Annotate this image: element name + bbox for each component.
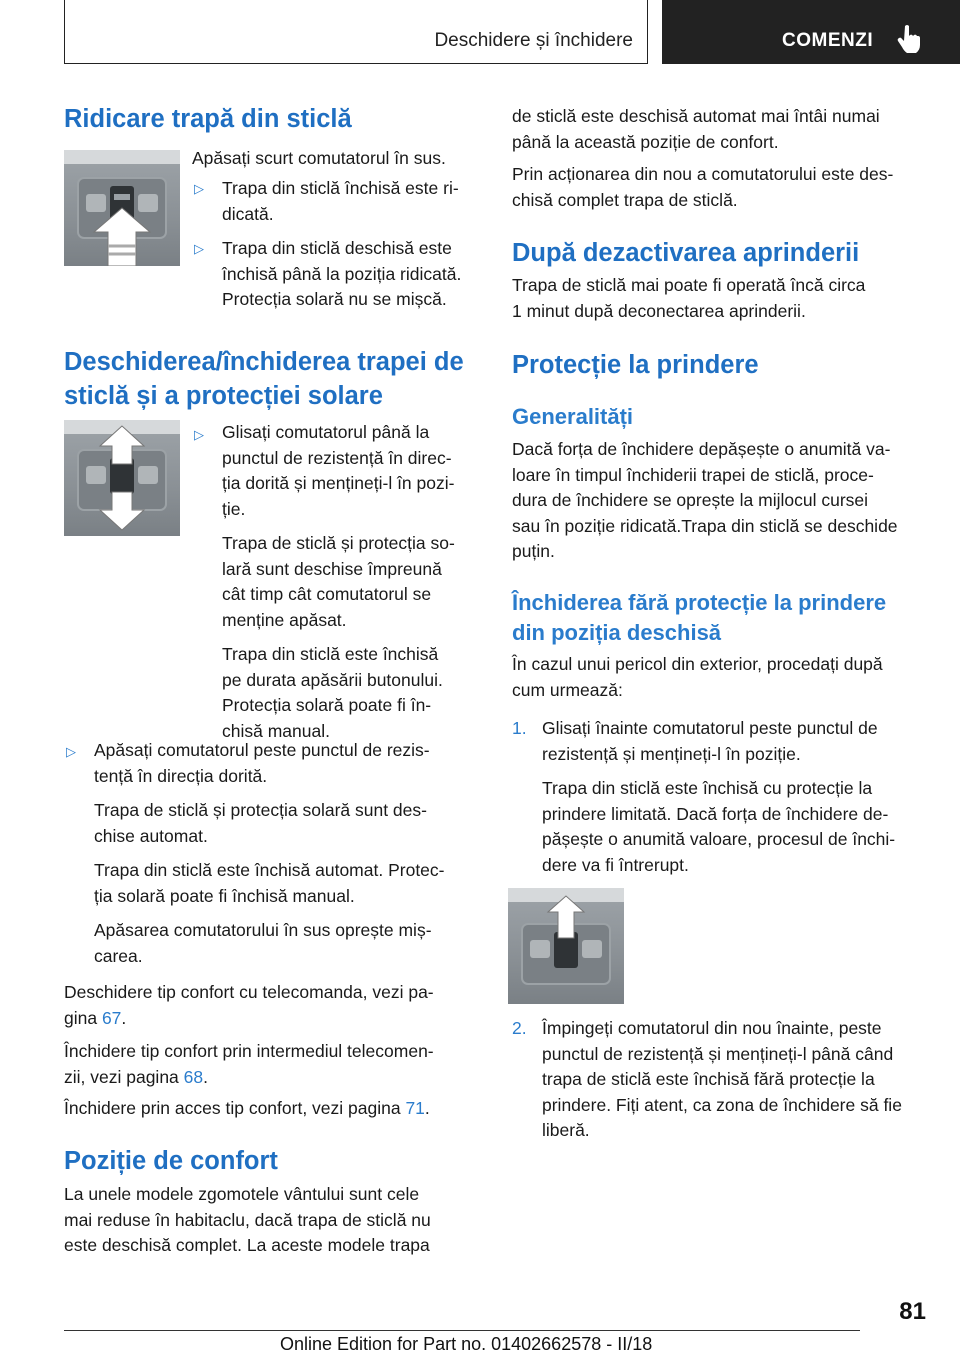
text-line: punctul de rezistență și mențineți-l până când xyxy=(542,1043,894,1064)
text-line: ție. xyxy=(222,498,246,519)
text-line: Glisați înainte comutatorul peste punctul de xyxy=(542,718,878,738)
text-line: Închidere tip confort prin intermediul telecomen- xyxy=(64,1041,434,1061)
text-line: dicată. xyxy=(222,203,274,224)
text-line: Împingeți comutatorul din nou înainte, peste xyxy=(542,1018,882,1038)
text-fragment: zii, vezi pagina xyxy=(64,1066,184,1087)
text-line: până la această poziție de confort. xyxy=(512,131,779,152)
text-line: ția solară poate fi închisă manual. xyxy=(94,885,355,906)
triangle-bullet-icon: ▷ xyxy=(194,181,204,196)
text-fragment: . xyxy=(424,1098,430,1118)
text-fragment: . xyxy=(121,1007,127,1028)
switch-illustration-forward xyxy=(508,888,624,1004)
text-line: mai reduse în habitaclu, dacă trapa de sticlă nu xyxy=(64,1209,431,1230)
sunroof-switch-updown-icon xyxy=(64,420,180,536)
text-line: Prin acționarea din nou a comutatorului este des- xyxy=(512,164,894,184)
bullet-closed-raised xyxy=(222,176,459,227)
paragraph-general xyxy=(512,437,898,565)
text-press-briefly: Apăsați scurt comutatorul în sus. xyxy=(192,148,446,168)
spacer xyxy=(94,909,445,918)
reference-remote-close xyxy=(64,1039,434,1090)
text-line: Trapa de sticlă și protecția so- xyxy=(222,533,455,553)
text-line: La unele modele zgomotele vântului sunt cele xyxy=(64,1184,420,1204)
bullet-press-over-point xyxy=(94,738,445,969)
triangle-bullet-icon: ▷ xyxy=(194,241,204,256)
text-line: chisă manual. xyxy=(222,720,330,741)
heading-deschidere-inchidere xyxy=(64,345,464,413)
header-section-box xyxy=(64,0,648,64)
text-line: cum urmează: xyxy=(512,679,623,700)
paragraph-danger-outside xyxy=(512,652,883,703)
spacer xyxy=(222,522,455,531)
text-line: Trapa din sticlă este închisă cu protecție la xyxy=(542,778,873,798)
text-line: carea. xyxy=(94,945,143,966)
text-line: 1 minut după deconectarea aprinderii. xyxy=(512,300,806,321)
heading-ridicare-trapa: Ridicare trapă din sticlă xyxy=(64,105,352,133)
header-chapter-title: COMENZI xyxy=(782,30,874,51)
text-line: loare în timpul închiderii trapei de sticlă, proce- xyxy=(512,464,874,485)
text-line: puțin. xyxy=(512,541,555,561)
text-line: Trapa din sticlă închisă este ri- xyxy=(222,178,459,198)
text-line: Glisați comutatorul până la xyxy=(222,422,430,442)
text-line: pe durata apăsării butonului. xyxy=(222,669,443,690)
heading-protectie-prindere: Protecție la prindere xyxy=(512,351,759,379)
text-line: pășește o anumită valoare, procesul de închi- xyxy=(542,829,896,849)
text-line: punctul de rezistență în direc- xyxy=(222,447,452,468)
step-number-2: 2. xyxy=(512,1018,527,1038)
text-line: dura de închidere se oprește la mijlocul cursei xyxy=(512,490,869,510)
heading-generalitati: Generalități xyxy=(512,404,634,429)
text-line: Trapa din sticlă deschisă este xyxy=(222,238,452,258)
triangle-bullet-icon: ▷ xyxy=(194,427,204,442)
text-fragment: . xyxy=(203,1066,208,1087)
step-1-text xyxy=(542,716,895,878)
text-line: închisă până la poziția ridicată. xyxy=(222,263,462,284)
switch-illustration-up xyxy=(64,150,180,266)
text-line: chise automat. xyxy=(94,825,208,846)
text-line: menține apăsat. xyxy=(222,609,347,630)
sunroof-switch-forward-icon xyxy=(508,888,624,1004)
triangle-bullet-icon: ▷ xyxy=(66,744,76,759)
text-line: Apăsați comutatorul peste punctul de rezis- xyxy=(94,740,430,760)
text-fragment: gina xyxy=(64,1007,102,1028)
text-line: este deschisă complet. La aceste modele trapa xyxy=(64,1235,430,1255)
text-line: Trapa din sticlă este închisă automat. Protec- xyxy=(94,860,445,880)
page-link-67[interactable]: 67 xyxy=(101,1007,122,1028)
step-2-text xyxy=(542,1016,902,1144)
text-line xyxy=(64,1065,434,1091)
heading-pozitie-confort: Poziție de confort xyxy=(64,1147,278,1175)
text-line: Trapa din sticlă este închisă xyxy=(222,644,439,664)
text-line: Dacă forța de închidere depășește o anumită va- xyxy=(512,439,891,459)
text-line: de sticlă este deschisă automat mai întâi numai xyxy=(512,106,880,126)
bullet-open-closed xyxy=(222,236,461,313)
header-section-title: Deschidere și închidere xyxy=(434,30,633,51)
text-line: chisă complet trapa de sticlă. xyxy=(512,189,738,210)
heading-line: Deschiderea/închiderea trapei de xyxy=(64,348,464,376)
paragraph-comfort-continued xyxy=(512,104,880,155)
step-number-1: 1. xyxy=(512,718,527,738)
text-line: dere va fi întrerupt. xyxy=(542,854,689,875)
text-line: Apăsarea comutatorului în sus oprește miș- xyxy=(94,920,432,940)
text-line: tență în direcția dorită. xyxy=(94,765,268,786)
heading-line: sticlă și a protecției solare xyxy=(64,382,383,410)
text-fragment: Închidere prin acces tip confort, vezi pagina xyxy=(64,1098,406,1118)
text-line: cât timp cât comutatorul se xyxy=(222,584,432,604)
footer-divider xyxy=(64,1330,860,1331)
page-link-71[interactable]: 71 xyxy=(405,1098,425,1118)
text-line: Trapa de sticlă mai poate fi operată încă circa xyxy=(512,275,866,295)
text-line: Protecția solară poate fi în- xyxy=(222,695,432,715)
heading-dupa-dezactivare: După dezactivarea aprinderii xyxy=(512,239,860,267)
paragraph-after-ignition xyxy=(512,273,865,324)
heading-line: din poziția deschisă xyxy=(512,620,722,645)
spacer xyxy=(94,789,445,798)
heading-inchidere-fara-protectie xyxy=(512,588,886,648)
switch-illustration-updown xyxy=(64,420,180,536)
text-line: Trapa de sticlă și protecția solară sunt des- xyxy=(94,800,427,820)
paragraph-press-again xyxy=(512,162,893,213)
page-number: 81 xyxy=(899,1298,926,1325)
text-line: prindere. Fiți atent, ca zona de închidere să fie xyxy=(542,1094,902,1115)
text-line: sau în poziție ridicată.Trapa din sticlă se deschide xyxy=(512,515,898,536)
reference-remote-open xyxy=(64,980,434,1031)
text-line: prindere limitată. Dacă forța de închidere de- xyxy=(542,803,889,824)
text-line xyxy=(64,1006,434,1032)
text-line: ția dorită și mențineți-l în pozi- xyxy=(222,473,455,493)
spacer xyxy=(542,767,895,776)
bullet-slide-switch xyxy=(222,420,455,744)
header-chapter-box xyxy=(662,0,960,64)
footer-edition: Online Edition for Part no. 01402662578 - II/18 xyxy=(280,1334,653,1354)
text-line: trapa de sticlă este închisă fără protecție la xyxy=(542,1069,875,1089)
pointing-hand-icon xyxy=(896,24,922,54)
reference-comfort-access xyxy=(64,1096,430,1122)
text-line: Protecția solară nu se mișcă. xyxy=(222,289,447,309)
spacer xyxy=(222,633,455,642)
page-link-68[interactable]: 68 xyxy=(183,1066,204,1087)
paragraph-comfort-position xyxy=(64,1182,431,1259)
text-line: În cazul unui pericol din exterior, procedați după xyxy=(512,654,883,674)
text-line: rezistență și mențineți-l în poziție. xyxy=(542,743,801,764)
spacer xyxy=(94,849,445,858)
heading-line: Închiderea fără protecție la prindere xyxy=(512,590,887,615)
sunroof-switch-up-icon xyxy=(64,150,180,266)
text-line: lară sunt deschise împreună xyxy=(222,558,442,579)
text-line: liberă. xyxy=(542,1120,590,1140)
text-line: Deschidere tip confort cu telecomanda, vezi pa- xyxy=(64,982,434,1002)
